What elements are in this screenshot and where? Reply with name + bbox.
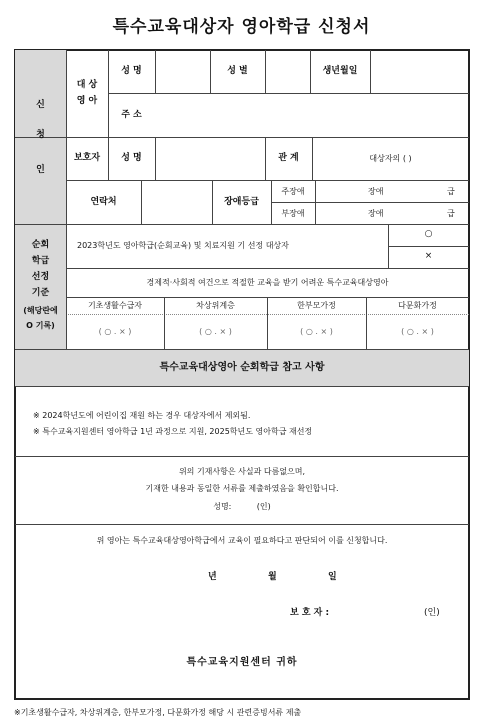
infant-label-2: 영 아	[76, 96, 98, 106]
form-title: 특수교육대상자 영아학급 신청서	[112, 17, 371, 37]
birth-field[interactable]	[371, 51, 468, 92]
guardian-sign-field[interactable]	[345, 604, 420, 622]
choice-near-poverty[interactable]: ( ○ . × )	[199, 327, 232, 336]
primary-disability-unit: 장애	[368, 187, 384, 196]
recipient: 특수교육지원센터 귀하	[186, 657, 298, 668]
guardian-name-field[interactable]	[156, 138, 264, 179]
applicant-label-2: 청	[36, 130, 45, 140]
reference-note-2: ※ 특수교육지원센터 영아학급 1년 과정으로 지원, 2025학년도 영아학급 재선정	[33, 427, 313, 436]
application-statement: 위 영아는 특수교육대상영아학급에서 교육이 필요하다고 판단되어 이를 신청합니다.	[96, 536, 388, 545]
reference-header: 특수교육대상영아 순회학급 참고 사항	[159, 362, 325, 373]
day-label: 일	[328, 572, 337, 582]
contact-label: 연락처	[90, 197, 117, 207]
criteria-label-4: 기준	[31, 288, 50, 298]
confirm-sign[interactable]: 성명: (인)	[213, 502, 271, 511]
infant-name-label: 성 명	[121, 66, 142, 76]
primary-grade-unit: 급	[447, 187, 455, 196]
applicant-label-3: 인	[36, 165, 45, 175]
guardian-sign-label: 보 호 자 :	[290, 608, 330, 618]
address-field[interactable]	[156, 94, 468, 136]
secondary-disability-label: 부장애	[281, 209, 305, 218]
column-single-parent: 한부모가정	[297, 301, 336, 310]
gender-field[interactable]	[266, 51, 309, 92]
contact-field[interactable]	[142, 181, 211, 223]
address-label: 주 소	[121, 110, 142, 120]
criteria-row1-text: 2023학년도 영아학급(순회교육) 및 치료지원 기 선정 대상자	[77, 241, 289, 250]
disability-label: 장애등급	[224, 197, 259, 207]
criteria-label-3: 선정	[31, 272, 50, 282]
relation-label: 관 계	[278, 153, 299, 163]
choice-basic-livelihood[interactable]: ( ○ . × )	[98, 327, 132, 336]
criteria-label-6: O 기록)	[26, 321, 55, 330]
guardian-seal: (인)	[424, 608, 440, 618]
criteria-row2-text: 경제적·사회적 여건으로 적절한 교육을 받기 어려운 특수교육대상영아	[146, 278, 389, 287]
primary-disability-label: 주장애	[281, 187, 305, 196]
footnote: ※기초생활수급자, 차상위계층, 한부모가정, 다문화가정 해당 시 관련증빙서류 제출	[14, 708, 302, 717]
guardian-label: 보호자	[73, 153, 101, 163]
column-near-poverty: 차상위계층	[196, 301, 235, 310]
gender-label: 성 별	[227, 66, 248, 76]
infant-name-field[interactable]	[156, 51, 209, 92]
month-label: 월	[268, 572, 277, 582]
year-label: 년	[208, 572, 217, 582]
confirm-line-2: 기재한 내용과 동일한 서류를 제출하였음을 확인합니다.	[145, 484, 339, 493]
reference-note-1: ※ 2024학년도에 어린이집 재원 하는 경우 대상자에서 제외됨.	[33, 411, 251, 420]
criteria-label-1: 순회	[31, 240, 50, 250]
guardian-name-label: 성 명	[121, 153, 142, 163]
infant-label-1: 대 상	[76, 80, 98, 90]
criteria-label-5: (해당란에	[23, 306, 58, 315]
applicant-label-1: 신	[36, 100, 45, 110]
criteria-o-mark[interactable]: ○	[424, 229, 433, 239]
confirm-line-1: 위의 기재사항은 사실과 다름없으며,	[178, 467, 306, 476]
relation-value[interactable]: 대상자의 ( )	[369, 154, 412, 163]
column-basic-livelihood: 기초생활수급자	[87, 301, 143, 310]
choice-multicultural[interactable]: ( ○ . × )	[401, 327, 434, 336]
column-multicultural: 다문화가정	[398, 301, 437, 310]
birth-label: 생년월일	[322, 66, 358, 76]
secondary-grade-unit: 급	[447, 209, 455, 218]
criteria-x-mark[interactable]: ×	[424, 251, 433, 261]
choice-single-parent[interactable]: ( ○ . × )	[300, 327, 333, 336]
secondary-disability-unit: 장애	[368, 209, 384, 218]
criteria-label-2: 학급	[31, 256, 50, 266]
